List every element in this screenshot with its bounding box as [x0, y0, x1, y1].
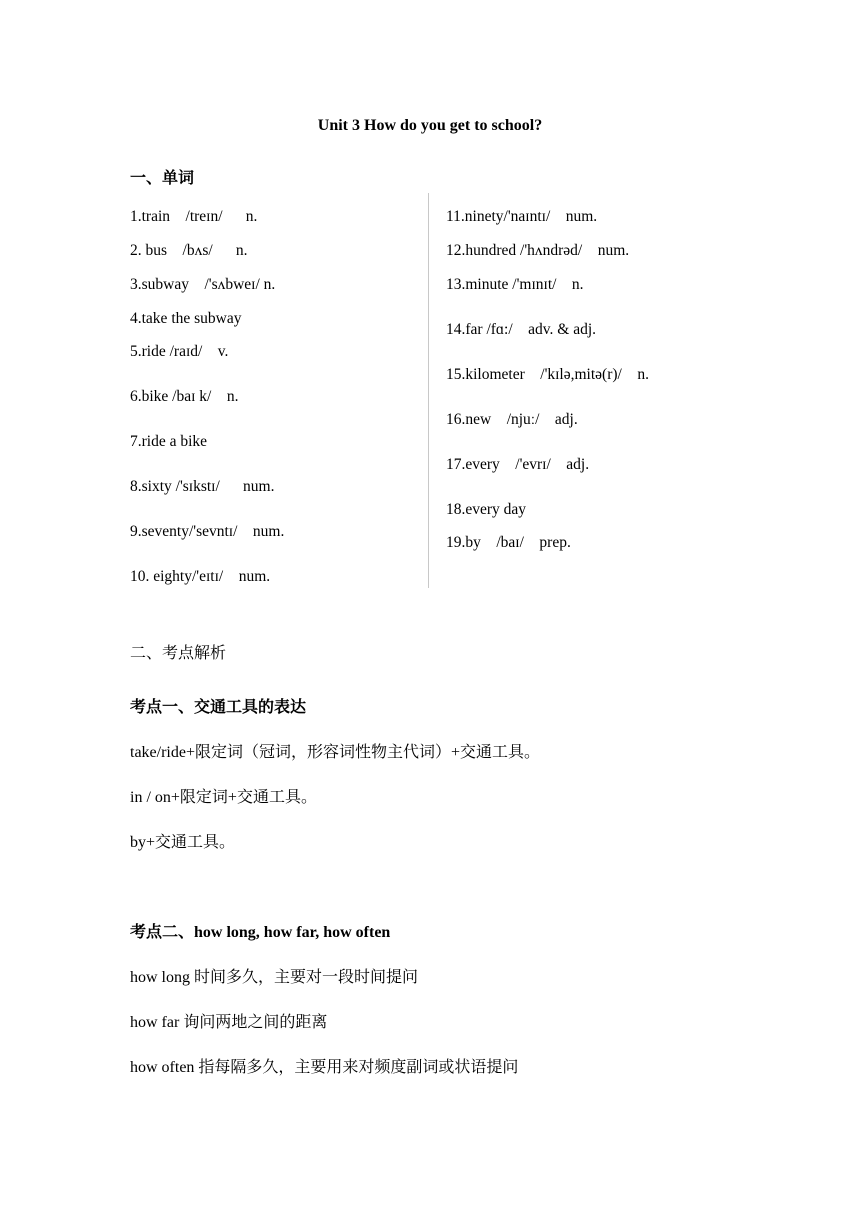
vocab-item: 1.train /treɪn/ n. [130, 208, 258, 225]
key-point-2-heading: 考点二、how long, how far, how often [130, 924, 391, 941]
vocab-item: 18.every day [446, 501, 527, 518]
vocab-item: 9.seventy/'sevntɪ/ num. [130, 523, 285, 540]
vocab-item: 11.ninety/'naɪntɪ/ num. [446, 208, 598, 225]
key-point-1-line: by+交通工具。 [130, 834, 236, 851]
column-divider [428, 193, 429, 588]
vocab-item: 2. bus /bʌs/ n. [130, 242, 248, 259]
vocab-item: 10. eighty/'eɪtɪ/ num. [130, 568, 271, 585]
vocab-item: 7.ride a bike [130, 433, 208, 450]
vocab-item: 4.take the subway [130, 310, 242, 327]
vocab-item: 16.new /njuː/ adj. [446, 411, 578, 428]
vocab-item: 5.ride /raɪd/ v. [130, 343, 229, 360]
key-point-1-line: in / on+限定词+交通工具。 [130, 789, 317, 806]
vocab-item: 17.every /'evrɪ/ adj. [446, 456, 590, 473]
key-point-2-line: how far 询问两地之间的距离 [130, 1014, 328, 1031]
section-heading-vocabulary: 一、单词 [130, 170, 195, 187]
vocab-item: 12.hundred /'hʌndrəd/ num. [446, 242, 630, 259]
vocab-item: 15.kilometer /'kɪlə,mitə(r)/ n. [446, 366, 649, 383]
section-heading-key-points: 二、考点解析 [130, 645, 227, 662]
key-point-1-line: take/ride+限定词（冠词，形容词性物主代词）+交通工具。 [130, 744, 541, 761]
vocab-item: 3.subway /'sʌbweɪ/ n. [130, 276, 276, 293]
vocab-item: 14.far /fɑ:/ adv. & adj. [446, 321, 597, 338]
vocab-item: 8.sixty /'sɪkstɪ/ num. [130, 478, 275, 495]
key-point-2-line: how often 指每隔多久，主要用来对频度副词或状语提问 [130, 1059, 519, 1076]
vocab-item: 13.minute /'mɪnɪt/ n. [446, 276, 584, 293]
key-point-2-line: how long 时间多久，主要对一段时间提问 [130, 969, 419, 986]
key-point-1-heading: 考点一、交通工具的表达 [130, 699, 307, 716]
document-title: Unit 3 How do you get to school? [317, 117, 543, 134]
vocab-item: 19.by /baɪ/ prep. [446, 534, 571, 551]
vocab-item: 6.bike /baɪ k/ n. [130, 388, 239, 405]
